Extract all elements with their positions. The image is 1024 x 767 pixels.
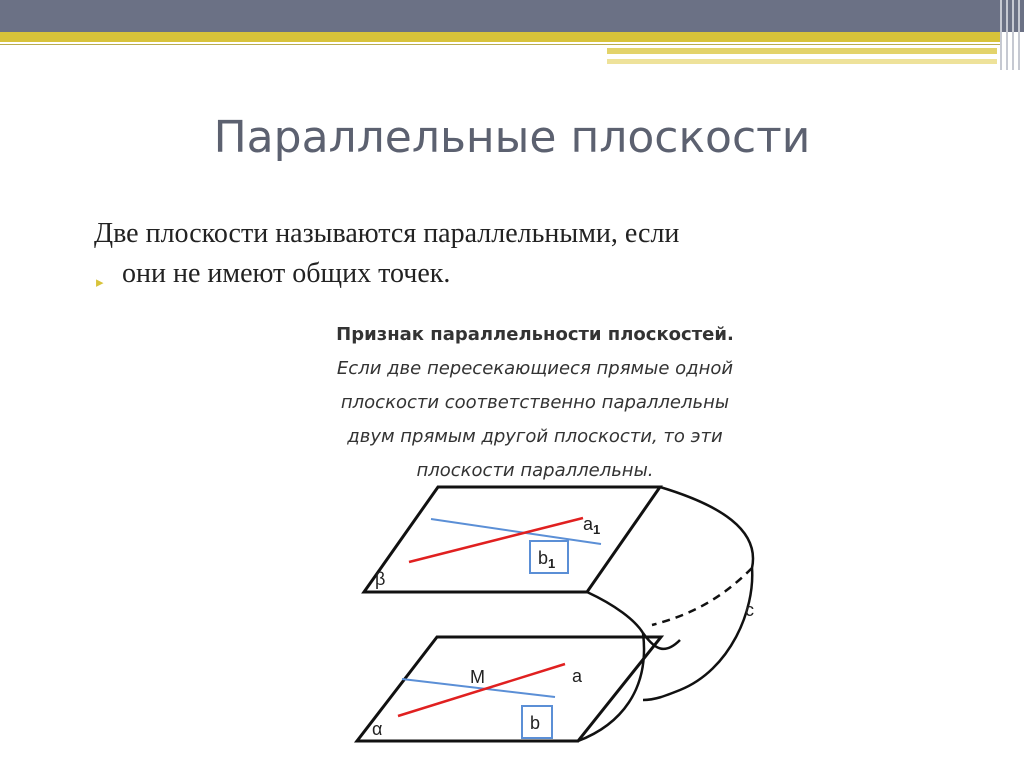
surface-edge-top [660, 487, 753, 568]
theorem-line-1: Если две пересекающиеся прямые одной [336, 358, 734, 379]
theorem-line-4: плоскости параллельны. [416, 460, 654, 481]
theorem-line-2: плоскости соответственно параллельны [340, 392, 730, 413]
label-alpha: α [372, 719, 383, 739]
surface-edge-bottom [578, 633, 644, 741]
line-c-hidden [652, 568, 752, 625]
definition-line-2: они не имеют общих точек. [122, 258, 451, 289]
theorem-line-3: двум прямым другой плоскости, то эти [347, 426, 723, 447]
definition-line-1: Две плоскости называются параллельными, если [94, 218, 680, 249]
label-m: M [470, 667, 485, 687]
bullet-icon: ▸ [96, 275, 104, 291]
label-b: b [530, 713, 541, 733]
plane-alpha [357, 637, 661, 741]
line-b1 [431, 519, 601, 544]
surface-edge-middle [587, 592, 643, 633]
line-c-curve [643, 568, 752, 700]
theorem-heading: Признак параллельности плоскостей. [336, 324, 734, 345]
label-a1-sub: 1 [593, 522, 601, 537]
plane-beta [364, 487, 660, 592]
label-a: a [572, 666, 583, 686]
surface-fold [643, 633, 680, 649]
label-c: c [745, 600, 754, 620]
label-beta: β [375, 569, 386, 589]
label-a1 [583, 514, 600, 537]
slide-title: Параллельные плоскости [213, 112, 811, 163]
label-b1-sub: 1 [548, 556, 556, 571]
label-b1-main: b [538, 548, 549, 568]
label-a1-main: a [583, 514, 594, 534]
